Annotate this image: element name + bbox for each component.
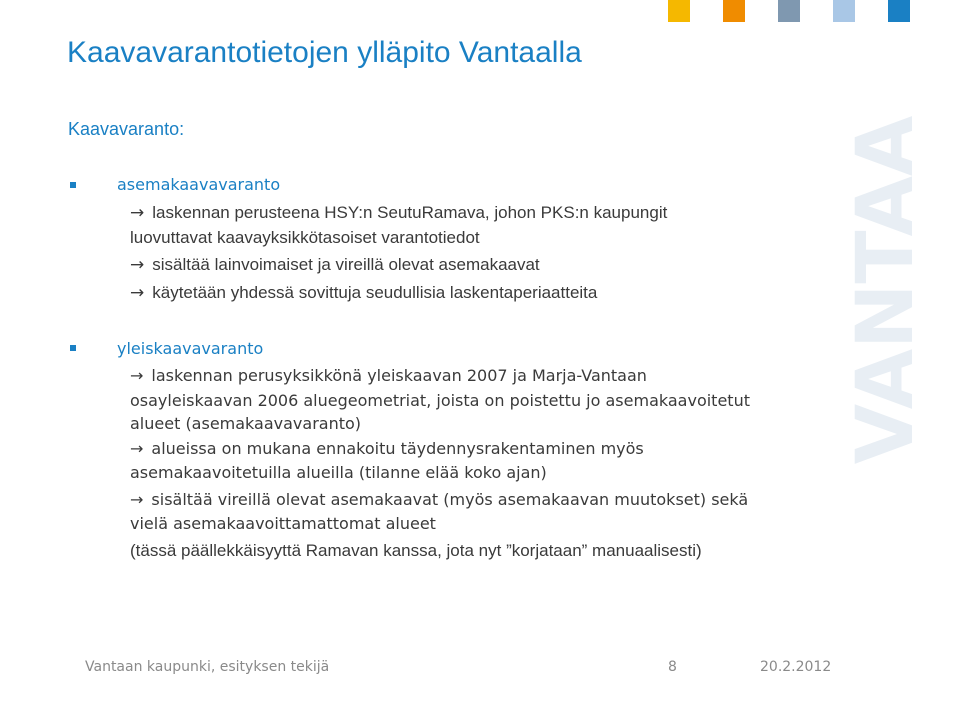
footer-page-number: 8 <box>668 659 677 675</box>
arrow-right-icon: → <box>130 439 144 458</box>
list-item <box>130 514 436 533</box>
list-item <box>130 228 480 248</box>
arrow-right-icon: → <box>130 255 145 275</box>
bullet-icon <box>70 345 76 351</box>
watermark-text: VANTAA <box>841 115 931 465</box>
page-subtitle: Kaavavaranto: <box>68 119 185 139</box>
color-square <box>888 0 910 22</box>
list-item <box>130 203 667 223</box>
footer-author: Vantaan kaupunki, esityksen tekijä <box>85 659 330 675</box>
bullet-icon <box>70 182 76 188</box>
arrow-right-icon: → <box>130 490 144 509</box>
arrow-right-icon: → <box>130 283 145 303</box>
list-item-text: laskennan perusteena HSY:n SeutuRamava, johon PKS:n kaupungit <box>152 203 668 222</box>
list-item <box>130 283 597 303</box>
arrow-right-icon: → <box>130 366 144 385</box>
section-heading-asemakaava: asemakaavavaranto <box>117 175 281 194</box>
list-item-text: käytetään yhdessä sovittuja seudullisia laskentaperiaatteita <box>152 283 598 302</box>
list-item <box>130 391 750 410</box>
color-square <box>723 0 745 22</box>
color-square <box>668 0 690 22</box>
arrow-right-icon: → <box>130 203 145 223</box>
list-item <box>130 439 644 458</box>
list-item <box>130 366 647 385</box>
list-item-text: asemakaavoitetuilla alueilla (tilanne elää koko ajan) <box>130 463 547 482</box>
footer-date: 20.2.2012 <box>760 659 832 675</box>
list-item-text: luovuttavat kaavayksikkötasoiset varantotiedot <box>130 228 480 247</box>
list-item-text: alueissa on mukana ennakoitu täydennysrakentaminen myös <box>151 439 644 458</box>
section-heading-yleiskaava: yleiskaavavaranto <box>117 339 264 358</box>
list-item <box>130 463 547 482</box>
list-item-text: vielä asemakaavoittamattomat alueet <box>130 514 436 533</box>
list-item <box>130 541 702 561</box>
list-item <box>130 490 748 509</box>
vantaa-watermark <box>841 80 952 500</box>
list-item <box>130 414 361 433</box>
list-item-text: sisältää vireillä olevat asemakaavat (myös asemakaavan muutokset) sekä <box>151 490 749 509</box>
list-item-text: alueet (asemakaavavaranto) <box>130 414 362 433</box>
color-square <box>833 0 855 22</box>
list-item-text: sisältää lainvoimaiset ja vireillä olevat asemakaavat <box>152 255 540 274</box>
color-square <box>778 0 800 22</box>
list-item-text: (tässä päällekkäisyyttä Ramavan kanssa, jota nyt ”korjataan” manuaalisesti) <box>130 541 702 560</box>
list-item-text: osayleiskaavan 2006 aluegeometriat, joista on poistettu jo asemakaavoitetut <box>130 391 750 410</box>
list-item <box>130 255 540 275</box>
page-title: Kaavavarantotietojen ylläpito Vantaalla <box>67 36 582 69</box>
list-item-text: laskennan perusyksikkönä yleiskaavan 2007 ja Marja-Vantaan <box>151 366 647 385</box>
color-squares <box>668 0 960 24</box>
